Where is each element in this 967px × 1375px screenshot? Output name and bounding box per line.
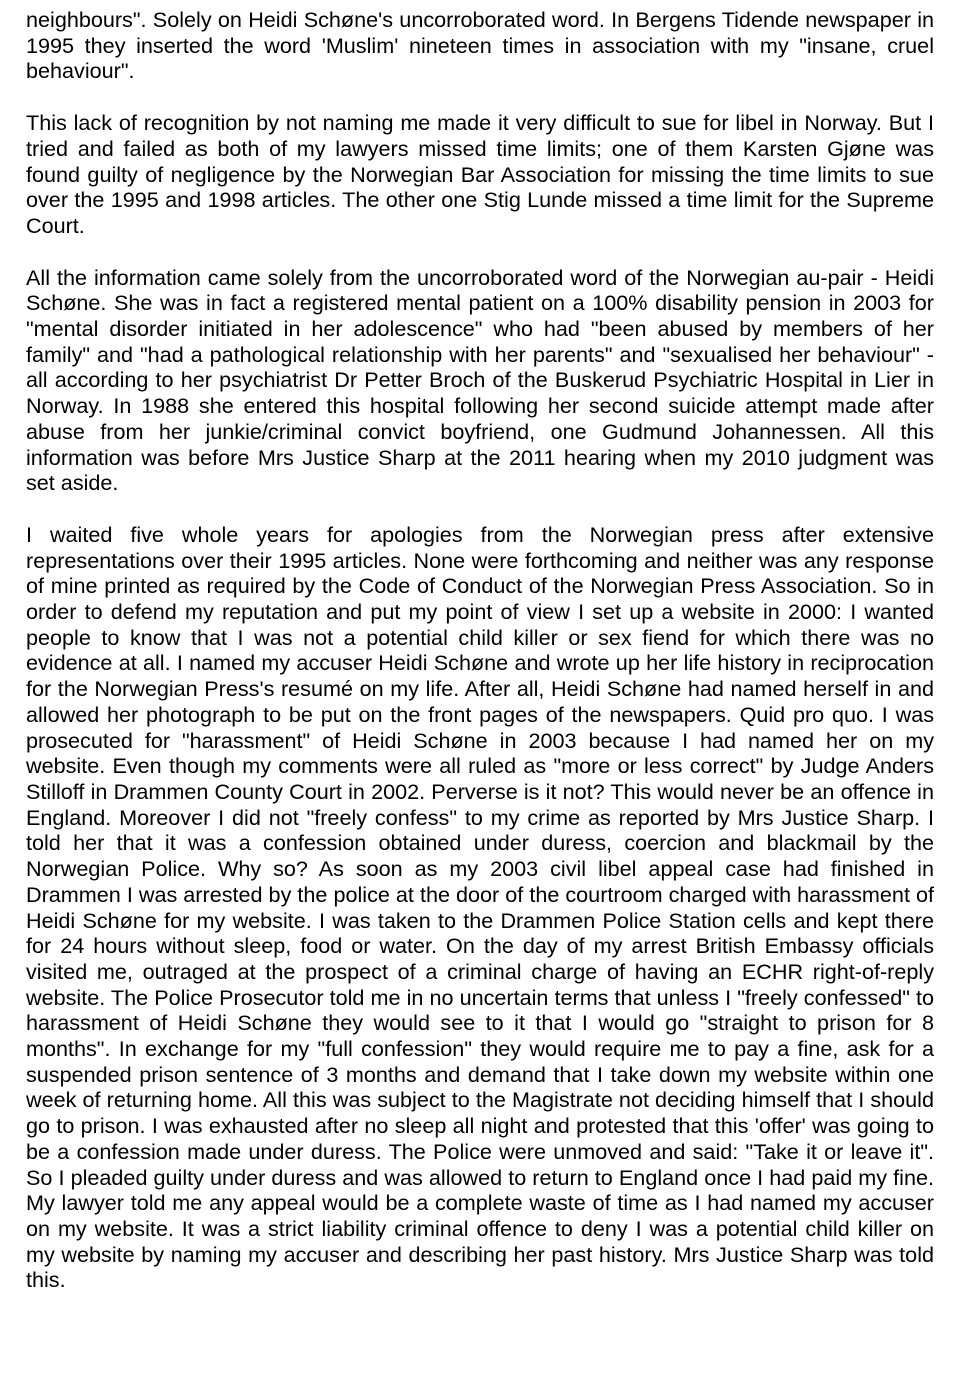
paragraph-4: I waited five whole years for apologies from the Norwegian press after extensive representations over their 1995 articles. None were forthcoming and neither was any response of mine printed as required by the Code of Conduct of the Norwegian Press Association. So in order to defend my reputation and put my point of view I set up a website in 2000: I wanted people to know that I was not a potential child killer or sex fiend for which there was no evidence at all. I named my accuser Heidi Schøne and wrote up her life history in reciprocation for the Norwegian Press's resumé on my life. After all, Heidi Schøne had named herself in and allowed her photograph to be put on the front pages of the newspapers. Quid pro quo. I was prosecuted for "harassment" of Heidi Schøne in 2003 because I had named her on my website. Even though my comments were all ruled as "more or less correct" by Judge Anders Stilloff in Drammen County Court in 2002. Perverse is it not? This would never be an offence in England. Moreover I did not "freely confess" to my crime as reported by Mrs Justice Sharp. I told her that it was a confession obtained under duress, coercion and blackmail by the Norwegian Police. Why so? As soon as my 2003 civil libel appeal case had finished in Drammen I was arrested by the police at the door of the courtroom charged with harassment of Heidi Schøne for my website. I was taken to the Drammen Police Station cells and kept there for 24 hours without sleep, food or water. On the day of my arrest British Embassy officials visited me, outraged at the prospect of a criminal charge of having an ECHR right-of-reply website. The Police Prosecutor told me in no uncertain terms that unless I "freely confessed" to harassment of Heidi Schøne they would see to it that I would go "straight to prison for 8 months". In exchange for my "full confession" they would require me to pay a fine, ask for a suspended prison sentence of 3 months and demand that I take down my website within one week of returning home. All this was subject to the Magistrate not deciding himself that I should go to prison. I was exhausted after no sleep all night and protested that this 'offer' was going to be a confession made under duress. The Police were unmoved and said: "Take it or leave it". So I pleaded guilty under duress and was allowed to return to England once I had paid my fine. My lawyer told me any appeal would be a complete waste of time as I had named my accuser on my website. It was a strict liability criminal offence to deny I was a potential child killer on my website by naming my accuser and describing her past history. Mrs Justice Sharp was told this.: [26, 521, 934, 1293]
paragraph-2: This lack of recognition by not naming me made it very difficult to sue for libel in Norway. But I tried and failed as both of my lawyers missed time limits; one of them Karsten Gjøne was found guilty of negligence by the Norwegian Bar Association for missing the time limits to sue over the 1995 and 1998 articles. The other one Stig Lunde missed a time limit for the Supreme Court.: [26, 110, 934, 238]
paragraph-3: All the information came solely from the uncorroborated word of the Norwegian au-pair - Heidi Schøne. She was in fact a registered mental patient on a 100% disability pension in 2003 for "mental disorder initiated in her adolescence" who had "been abused by members of her family" and "had a pathological relationship with her parents" and "sexualised her behaviour" - all according to her psychiatrist Dr Petter Broch of the Buskerud Psychiatric Hospital in Lier in Norway. In 1988 she entered this hospital following her second suicide attempt made after abuse from her junkie/criminal convict boyfriend, one Gudmund Johannessen. All this information was before Mrs Justice Sharp at the 2011 hearing when my 2010 judgment was set aside.: [26, 264, 934, 496]
paragraph-1: neighbours". Solely on Heidi Schøne's uncorroborated word. In Bergens Tidende newspaper in 1995 they inserted the word 'Muslim' nineteen times in association with my "insane, cruel behaviour".: [26, 7, 934, 84]
